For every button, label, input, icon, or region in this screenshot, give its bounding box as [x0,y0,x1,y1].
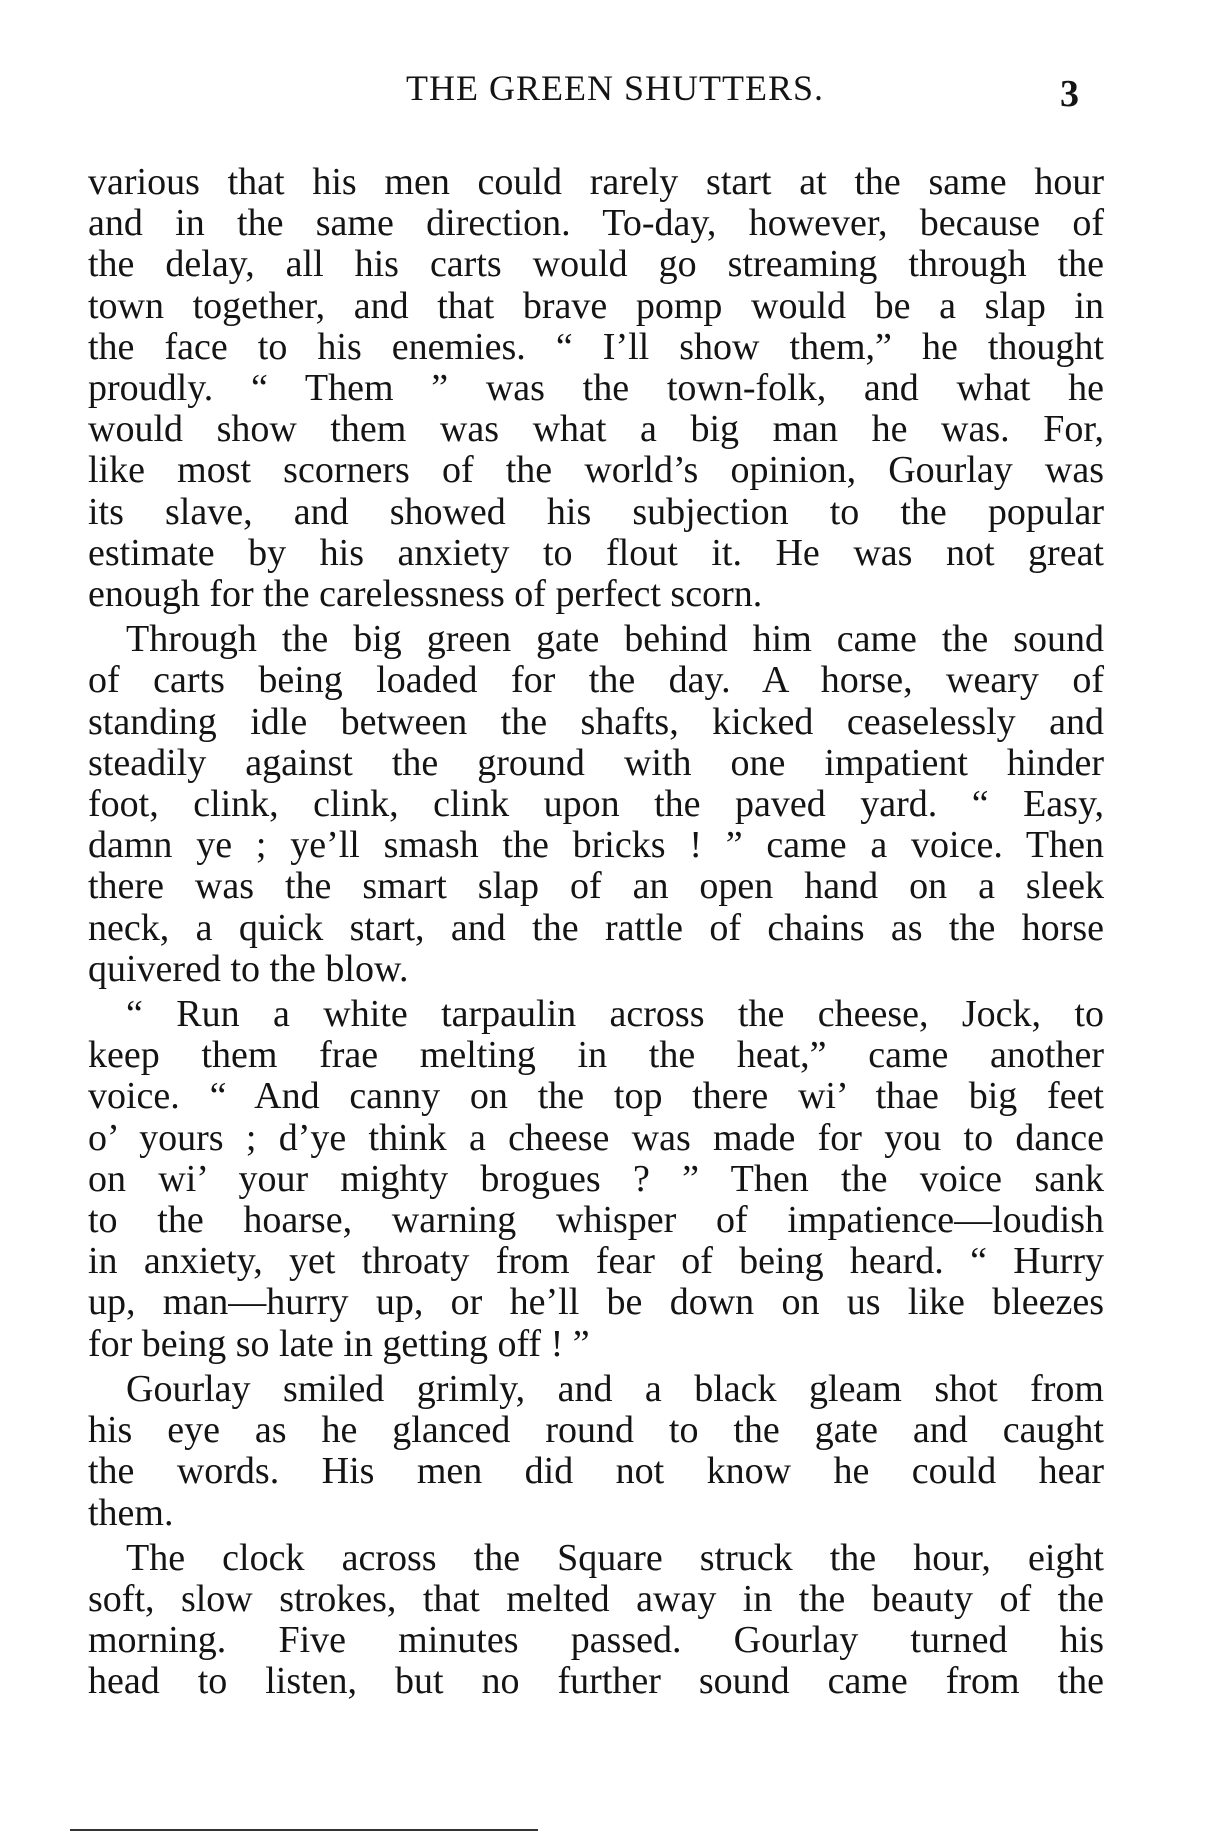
text-line: quivered to the blow. [88,947,409,990]
text-line: damn ye ; ye’ll smash the bricks ! ” came a voice. Then [88,824,1104,867]
paragraph [88,1369,1104,1534]
text-line: The clock across the Square struck the hour, eight [126,1536,1104,1579]
page-number: 3 [1060,73,1079,115]
running-title: THE GREEN SHUTTERS. [406,68,824,108]
text-line: enough for the carelessness of perfect scorn. [88,573,763,616]
text-line: “ Run a white tarpaulin across the cheese, Jock, to [126,993,1104,1036]
text-line: would show them was what a big man he was. For, [88,408,1104,451]
text-line: keep them frae melting in the heat,” came another [88,1034,1104,1077]
text-line: and in the same direction. To-day, however, because of [88,202,1104,245]
text-line: its slave, and showed his subjection to the popular [88,490,1104,533]
text-line: proudly. “ Them ” was the town-folk, and what he [88,367,1104,410]
text-line: town together, and that brave pomp would be a slap in [88,284,1104,327]
text-line: o’ yours ; d’ye think a cheese was made for you to dance [88,1116,1104,1159]
text-line: estimate by his anxiety to flout it. He was not great [88,531,1104,574]
paragraph [88,619,1104,990]
text-line: to the hoarse, warning whisper of impatience—loudish [88,1199,1104,1242]
text-line: voice. “ And canny on the top there wi’ thae big feet [88,1075,1104,1118]
text-line: neck, a quick start, and the rattle of chains as the horse [88,906,1104,949]
text-line: them. [88,1491,174,1534]
text-line: Gourlay smiled grimly, and a black gleam shot from [126,1367,1104,1410]
text-line: head to listen, but no further sound came from the [88,1660,1104,1703]
text-line: foot, clink, clink, clink upon the paved yard. “ Easy, [88,783,1104,826]
text-line: of carts being loaded for the day. A horse, weary of [88,659,1104,702]
text-line: in anxiety, yet throaty from fear of being heard. “ Hurry [88,1240,1104,1283]
text-line: steadily against the ground with one impatient hinder [88,741,1104,784]
text-line: morning. Five minutes passed. Gourlay turned his [88,1619,1104,1662]
body-text [88,162,1104,1703]
text-line: the delay, all his carts would go streaming through the [88,243,1104,286]
text-line: the words. His men did not know he could hear [88,1450,1104,1493]
text-line: Through the big green gate behind him came the sound [126,618,1104,661]
text-line: on wi’ your mighty brogues ? ” Then the voice sank [88,1157,1104,1200]
text-line: the face to his enemies. “ I’ll show them,” he thought [88,325,1104,368]
text-line: there was the smart slap of an open hand on a sleek [88,865,1104,908]
footer-rule [70,1829,538,1831]
text-line: standing idle between the shafts, kicked ceaselessly and [88,700,1104,743]
text-line: his eye as he glanced round to the gate and caught [88,1409,1104,1452]
paragraph [88,162,1104,615]
text-line: various that his men could rarely start at the same hour [88,161,1104,203]
paragraph [88,994,1104,1365]
text-line: like most scorners of the world’s opinion, Gourlay was [88,449,1104,492]
text-line: for being so late in getting off ! ” [88,1322,590,1365]
paragraph [88,1538,1104,1703]
text-line: soft, slow strokes, that melted away in the beauty of the [88,1577,1104,1620]
text-line: up, man—hurry up, or he’ll be down on us like bleezes [88,1281,1104,1324]
